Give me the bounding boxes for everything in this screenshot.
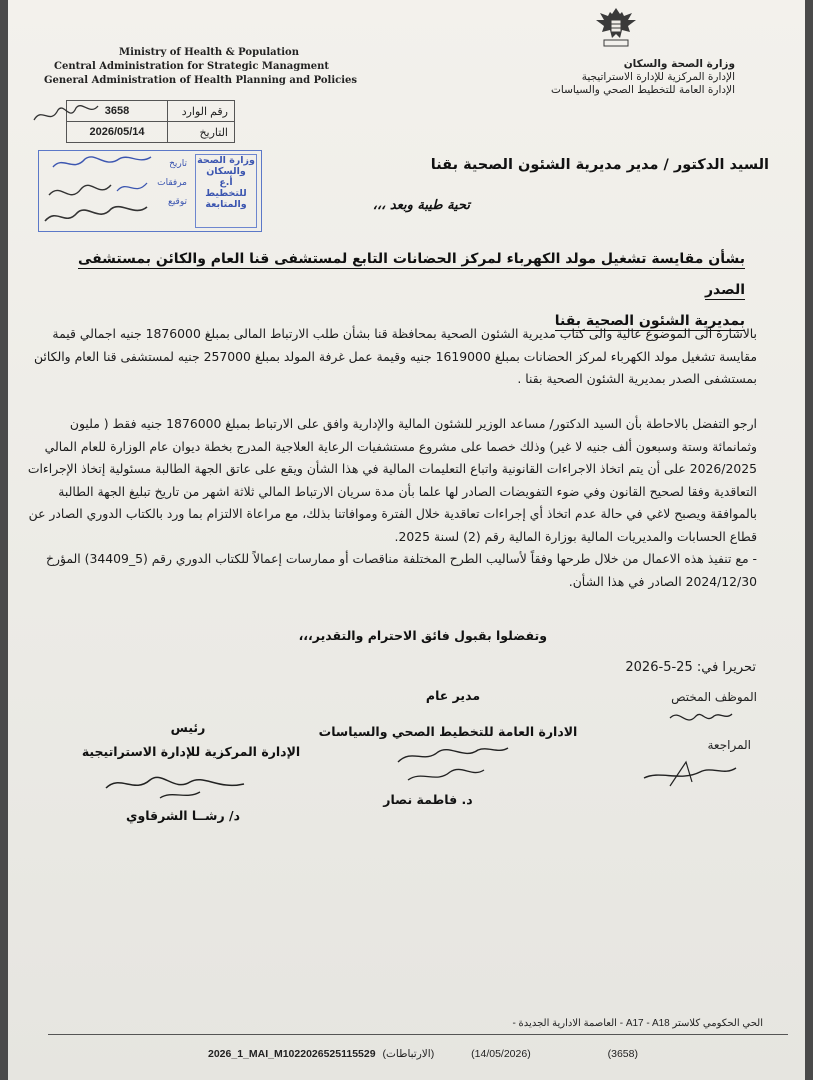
director-unit: الادارة العامة للتخطيط الصحي والسياسات <box>318 724 578 739</box>
body-paragraph-1: بالاشارة الى الموضوع عالية والى كتاب مديرية الشئون الصحية بمحافظة قنا بشأن طلب الارتباط المالى بمبلغ 1876000 جنيه اجمالي قيمة مقايسة تشغيل مولد الكهرباء لمركز الحضانات بمبلغ 1619000 جنيه وقيمة عمل غرفة المولد بمبلغ 257000 جنيه لمستشفى قنا العام والكائن بمستشفى الصدر بمديرية الشئون الصحية بقنا . <box>33 326 757 386</box>
stamp-field: تاريخ <box>169 159 187 169</box>
employee-label: الموظف المختص <box>671 690 757 704</box>
incoming-number-label: رقم الوارد <box>168 101 235 122</box>
body-paragraph-2 <box>22 413 757 593</box>
paragraph-3-text: - مع تنفيذ هذه الاعمال من خلال طرحها وفقاً لأساليب الطرح المختلفة مناقصات أو ممارسات إعمالاً للكتاب الدوري رقم (5_34409) المؤرخ 2024/12/30 الصادر في هذا الشأن. <box>45 551 757 589</box>
footer-divider <box>48 1034 788 1035</box>
arabic-letterhead <box>505 58 735 97</box>
general-admin-en: General Administration of Health Planning and Policies <box>44 75 358 86</box>
central-admin-en: Central Administration for Strategic Managment <box>54 61 330 72</box>
stamp-line: والسكان <box>206 166 246 177</box>
footer-date: (14/05/2026) <box>471 1048 531 1060</box>
reference-date: 2026/05/14 <box>67 122 168 143</box>
subject-line-1: بشأن مقايسة تشغيل مولد الكهرباء لمركز الحضانات التابع لمستشفى قنا العام والكائن بمستشفى الصدر <box>77 251 745 298</box>
paragraph-2-text: ارجو التفضل بالاحاطة بأن السيد الدكتور/ مساعد الوزير للشئون المالية والإدارية وافق على الارتباط بمبلغ 1876000 جنيه فقط ( مليون وثمانمائة وستة وسبعون ألف جنيه لا غير) وذلك خصما على مشروع مستشفيات الرعاية العلاجية المدرج بخطة ديوان عام الوزارة للعام المالي 2026/2025 على أن يتم اتخاذ الاجراءات القانونية واتباع التعليمات المالية في هذا الشأن ويقع على عاتق الجهة الطالبة مسئولية إتخاذ الإجراءات التعاقدية وفقا لصحيح القانون وفي ضوء التفويضات الصادر لها علما بأن مدة سريان الارتباط المالي ثلاثة اشهر من تاريخ تبليغ الجهة الطالبة بالموافقة ويصبح لاغي في حالة عدم اتخاذ أي إجراءات تعاقدية خلال الفترة وموافاتنا بذلك، مع مراعاة الالتزام بما ورد بالكتاب الدوري الصادر عن قطاع الحسابات والمديريات المالية بوزارة المالية رقم (2) لسنة 2025. <box>27 416 757 544</box>
footer-number: (3658) <box>607 1048 638 1060</box>
reference-date-label: التاريخ <box>168 122 235 143</box>
director-title: مدير عام <box>425 688 481 703</box>
footer-reference <box>208 1048 708 1060</box>
issue-date: تحريرا في: 25-5-2026 <box>625 660 756 675</box>
english-letterhead <box>44 46 374 88</box>
head-signature-icon <box>100 764 250 804</box>
head-unit: الإدارة المركزية للإدارة الاستراتيجية <box>81 744 301 759</box>
head-title: رئيس <box>170 720 206 735</box>
salutation: السيد الدكتور / مدير مديرية الشئون الصحية بقنا <box>430 157 769 173</box>
incoming-number: 3658 <box>67 101 168 122</box>
director-signature-icon <box>378 742 518 790</box>
eagle-emblem-icon <box>590 4 642 50</box>
greeting: تحية طيبة وبعد ،،، <box>372 198 470 213</box>
stamp-line: أ.ع <box>219 177 233 188</box>
reference-table <box>66 100 235 143</box>
footer-address: الحي الحكومي كلاستر A17 - A18 - العاصمة الادارية الجديدة - <box>512 1018 763 1029</box>
footer-code: 2026_1_MAI_M1022026525115529 <box>208 1048 376 1060</box>
stamp-field: مرفقات <box>157 178 187 188</box>
stamp-line: للتخطيط والمتابعة <box>205 188 247 210</box>
stamp-field: توقيع <box>168 197 187 207</box>
document-page <box>8 0 805 1080</box>
director-name: د. فاطمة نصار <box>383 792 473 807</box>
closing-line: وتفضلوا بقبول فائق الاحترام والتقدير،،، <box>298 628 547 643</box>
employee-signature-icon <box>666 706 736 736</box>
general-admin-ar: الإدارة العامة للتخطيط الصحي والسياسات <box>551 84 735 96</box>
subject-line-2: بمديرية الشئون الصحية بقنا <box>554 313 745 329</box>
head-name: د/ رشــا الشرقاوي <box>126 808 240 823</box>
reviewer-label: المراجعة <box>707 738 751 752</box>
stamp-line: وزارة الصحة <box>197 155 255 166</box>
central-admin-ar: الإدارة المركزية للإدارة الاستراتيجية <box>581 71 735 83</box>
ministry-name-en: Ministry of Health & Population <box>119 47 299 58</box>
footer-kind: (الارتباطات) <box>382 1048 435 1060</box>
reviewer-signature-icon <box>640 756 740 790</box>
ministry-name-ar: وزارة الصحة والسكان <box>623 58 735 70</box>
